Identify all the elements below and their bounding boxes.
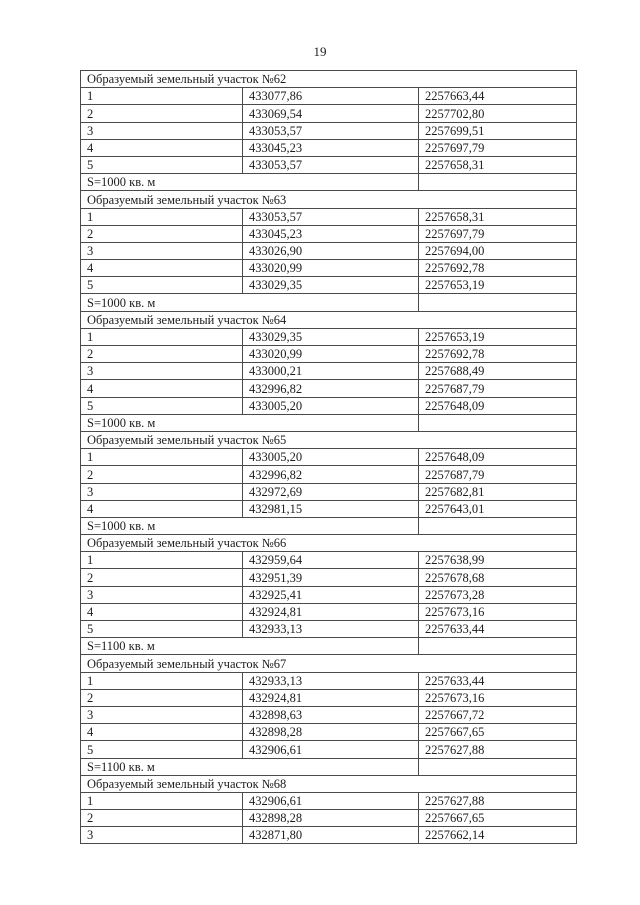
table-row [81, 328, 577, 345]
coordinates-table-body [81, 71, 577, 844]
point-number-cell: 3 [81, 586, 243, 603]
x-coordinate-cell: 433020,99 [243, 260, 419, 277]
point-number-cell: 2 [81, 225, 243, 242]
table-row [81, 552, 577, 569]
parcel-title: Образуемый земельный участок №67 [81, 655, 577, 672]
table-row [81, 586, 577, 603]
y-coordinate-cell: 2257648,09 [419, 449, 577, 466]
parcel-header-row [81, 431, 577, 448]
table-row [81, 569, 577, 586]
table-row [81, 449, 577, 466]
point-number-cell: 2 [81, 466, 243, 483]
point-number-cell: 4 [81, 380, 243, 397]
parcel-header-row [81, 71, 577, 88]
parcel-title: Образуемый земельный участок №63 [81, 191, 577, 208]
y-coordinate-cell: 2257653,19 [419, 328, 577, 345]
point-number-cell: 3 [81, 363, 243, 380]
y-coordinate-cell: 2257667,72 [419, 706, 577, 723]
y-coordinate-cell: 2257678,68 [419, 569, 577, 586]
x-coordinate-cell: 433020,99 [243, 346, 419, 363]
y-coordinate-cell: 2257688,49 [419, 363, 577, 380]
x-coordinate-cell: 433045,23 [243, 139, 419, 156]
y-coordinate-cell: 2257648,09 [419, 397, 577, 414]
x-coordinate-cell: 433005,20 [243, 397, 419, 414]
y-coordinate-cell: 2257627,88 [419, 741, 577, 758]
x-coordinate-cell: 432924,81 [243, 689, 419, 706]
x-coordinate-cell: 432871,80 [243, 827, 419, 844]
y-coordinate-cell: 2257662,14 [419, 827, 577, 844]
y-coordinate-cell: 2257627,88 [419, 792, 577, 809]
parcel-area-row [81, 638, 577, 655]
parcel-area-row [81, 174, 577, 191]
coordinates-table [80, 70, 577, 844]
parcel-header-row [81, 191, 577, 208]
y-coordinate-cell: 2257638,99 [419, 552, 577, 569]
x-coordinate-cell: 432996,82 [243, 466, 419, 483]
y-coordinate-cell: 2257673,16 [419, 603, 577, 620]
parcel-title: Образуемый земельный участок №65 [81, 431, 577, 448]
parcel-header-row [81, 311, 577, 328]
y-coordinate-cell: 2257692,78 [419, 346, 577, 363]
table-row [81, 105, 577, 122]
parcel-area-row [81, 414, 577, 431]
x-coordinate-cell: 432906,61 [243, 741, 419, 758]
point-number-cell: 1 [81, 88, 243, 105]
table-row [81, 122, 577, 139]
x-coordinate-cell: 432906,61 [243, 792, 419, 809]
table-row [81, 672, 577, 689]
y-coordinate-cell: 2257694,00 [419, 242, 577, 259]
parcel-header-row [81, 775, 577, 792]
table-row [81, 363, 577, 380]
parcel-area: S=1000 кв. м [81, 517, 419, 534]
y-coordinate-cell: 2257697,79 [419, 139, 577, 156]
point-number-cell: 4 [81, 603, 243, 620]
table-row [81, 277, 577, 294]
y-coordinate-cell: 2257702,80 [419, 105, 577, 122]
point-number-cell: 5 [81, 397, 243, 414]
empty-cell [419, 174, 577, 191]
x-coordinate-cell: 432981,15 [243, 500, 419, 517]
point-number-cell: 1 [81, 449, 243, 466]
x-coordinate-cell: 432898,28 [243, 724, 419, 741]
y-coordinate-cell: 2257699,51 [419, 122, 577, 139]
y-coordinate-cell: 2257633,44 [419, 672, 577, 689]
point-number-cell: 5 [81, 621, 243, 638]
point-number-cell: 2 [81, 105, 243, 122]
point-number-cell: 3 [81, 122, 243, 139]
x-coordinate-cell: 433029,35 [243, 328, 419, 345]
x-coordinate-cell: 432924,81 [243, 603, 419, 620]
table-row [81, 156, 577, 173]
point-number-cell: 1 [81, 208, 243, 225]
parcel-area: S=1000 кв. м [81, 414, 419, 431]
table-row [81, 827, 577, 844]
table-row [81, 603, 577, 620]
y-coordinate-cell: 2257697,79 [419, 225, 577, 242]
y-coordinate-cell: 2257667,65 [419, 810, 577, 827]
point-number-cell: 1 [81, 792, 243, 809]
x-coordinate-cell: 432933,13 [243, 672, 419, 689]
point-number-cell: 5 [81, 277, 243, 294]
x-coordinate-cell: 433045,23 [243, 225, 419, 242]
x-coordinate-cell: 432925,41 [243, 586, 419, 603]
x-coordinate-cell: 432898,28 [243, 810, 419, 827]
table-row [81, 225, 577, 242]
empty-cell [419, 517, 577, 534]
table-row [81, 792, 577, 809]
y-coordinate-cell: 2257653,19 [419, 277, 577, 294]
y-coordinate-cell: 2257658,31 [419, 208, 577, 225]
point-number-cell: 1 [81, 328, 243, 345]
table-row [81, 139, 577, 156]
x-coordinate-cell: 432951,39 [243, 569, 419, 586]
point-number-cell: 4 [81, 139, 243, 156]
x-coordinate-cell: 433026,90 [243, 242, 419, 259]
parcel-area-row [81, 517, 577, 534]
table-row [81, 810, 577, 827]
parcel-title: Образуемый земельный участок №66 [81, 535, 577, 552]
y-coordinate-cell: 2257633,44 [419, 621, 577, 638]
point-number-cell: 3 [81, 242, 243, 259]
table-row [81, 88, 577, 105]
table-row [81, 260, 577, 277]
parcel-area: S=1000 кв. м [81, 294, 419, 311]
table-row [81, 706, 577, 723]
empty-cell [419, 758, 577, 775]
x-coordinate-cell: 433069,54 [243, 105, 419, 122]
x-coordinate-cell: 433053,57 [243, 208, 419, 225]
y-coordinate-cell: 2257667,65 [419, 724, 577, 741]
point-number-cell: 2 [81, 569, 243, 586]
point-number-cell: 5 [81, 156, 243, 173]
x-coordinate-cell: 432959,64 [243, 552, 419, 569]
table-row [81, 724, 577, 741]
x-coordinate-cell: 432933,13 [243, 621, 419, 638]
point-number-cell: 4 [81, 724, 243, 741]
point-number-cell: 1 [81, 552, 243, 569]
table-row [81, 242, 577, 259]
x-coordinate-cell: 433005,20 [243, 449, 419, 466]
y-coordinate-cell: 2257687,79 [419, 466, 577, 483]
point-number-cell: 3 [81, 706, 243, 723]
table-row [81, 466, 577, 483]
y-coordinate-cell: 2257673,28 [419, 586, 577, 603]
parcel-area: S=1000 кв. м [81, 174, 419, 191]
y-coordinate-cell: 2257643,01 [419, 500, 577, 517]
parcel-header-row [81, 535, 577, 552]
parcel-area: S=1100 кв. м [81, 758, 419, 775]
parcel-title: Образуемый земельный участок №68 [81, 775, 577, 792]
empty-cell [419, 294, 577, 311]
table-row [81, 346, 577, 363]
point-number-cell: 4 [81, 500, 243, 517]
table-row [81, 741, 577, 758]
y-coordinate-cell: 2257682,81 [419, 483, 577, 500]
table-row [81, 689, 577, 706]
x-coordinate-cell: 433000,21 [243, 363, 419, 380]
parcel-title: Образуемый земельный участок №64 [81, 311, 577, 328]
point-number-cell: 2 [81, 689, 243, 706]
table-row [81, 500, 577, 517]
point-number-cell: 5 [81, 741, 243, 758]
y-coordinate-cell: 2257687,79 [419, 380, 577, 397]
table-row [81, 621, 577, 638]
point-number-cell: 2 [81, 346, 243, 363]
point-number-cell: 3 [81, 483, 243, 500]
x-coordinate-cell: 433053,57 [243, 122, 419, 139]
table-row [81, 483, 577, 500]
x-coordinate-cell: 432972,69 [243, 483, 419, 500]
point-number-cell: 3 [81, 827, 243, 844]
empty-cell [419, 638, 577, 655]
table-row [81, 380, 577, 397]
table-row [81, 397, 577, 414]
y-coordinate-cell: 2257692,78 [419, 260, 577, 277]
parcel-area-row [81, 758, 577, 775]
x-coordinate-cell: 433077,86 [243, 88, 419, 105]
page-number: 19 [313, 44, 327, 59]
parcel-title: Образуемый земельный участок №62 [81, 71, 577, 88]
parcel-header-row [81, 655, 577, 672]
table-row [81, 208, 577, 225]
parcel-area-row [81, 294, 577, 311]
point-number-cell: 4 [81, 260, 243, 277]
x-coordinate-cell: 432898,63 [243, 706, 419, 723]
y-coordinate-cell: 2257673,16 [419, 689, 577, 706]
y-coordinate-cell: 2257663,44 [419, 88, 577, 105]
empty-cell [419, 414, 577, 431]
x-coordinate-cell: 432996,82 [243, 380, 419, 397]
parcel-area: S=1100 кв. м [81, 638, 419, 655]
point-number-cell: 1 [81, 672, 243, 689]
y-coordinate-cell: 2257658,31 [419, 156, 577, 173]
x-coordinate-cell: 433029,35 [243, 277, 419, 294]
x-coordinate-cell: 433053,57 [243, 156, 419, 173]
point-number-cell: 2 [81, 810, 243, 827]
